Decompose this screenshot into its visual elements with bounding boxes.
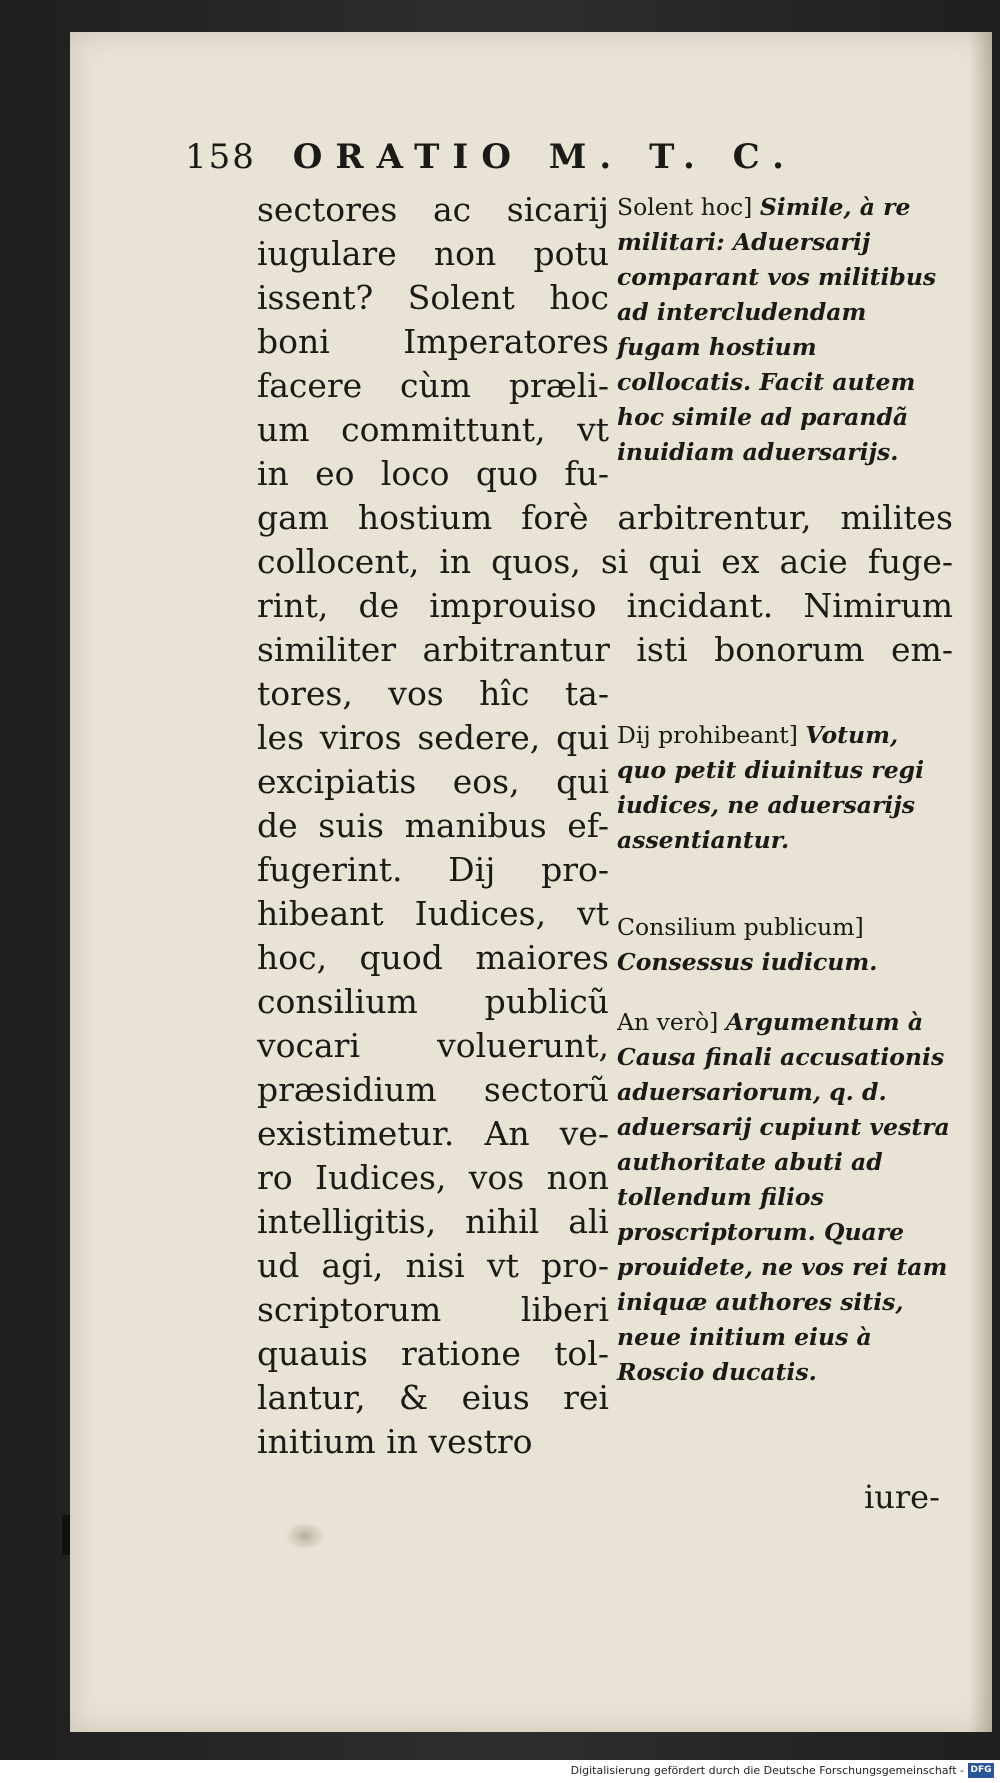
main-text-line: lantur, & eius rei [257, 1378, 609, 1417]
note-gloss: Simile, à re militari: Aduersarij comparant vos militibus ad intercludendam fugam hostium collocatis. Facit autem hoc simile ad parandã inuidiam aduersarijs. [617, 193, 937, 466]
main-text-line: ro Iudices, vos non [257, 1158, 609, 1197]
running-head-title: ORATIO M. T. C. [292, 137, 797, 177]
note-gloss: Argumentum à Causa finali accusationis aduersariorum, q. d. aduersarij cupiunt vestra authoritate abuti ad tollendum filios proscriptorum. Quare prouidete, ne vos rei tam iniquæ authores sitis, neue initium eius à Roscio ducatis. [617, 1008, 950, 1386]
paper-stain [285, 1522, 325, 1550]
note-gloss: Consessus iudicum. [617, 948, 878, 976]
note-lemma: Consilium publicum] [617, 913, 864, 941]
main-text-line: vocari voluerunt, [257, 1026, 609, 1065]
margin-note [617, 1005, 955, 1390]
main-text-line: similiter arbitrantur isti bonorum em- [257, 630, 953, 669]
footer-bar [0, 1760, 1000, 1783]
main-text-line: tores, vos hîc ta- [257, 674, 609, 713]
note-lemma: An verò] [617, 1008, 719, 1036]
main-text-line: les viros sedere, qui [257, 718, 609, 757]
main-text-line: quauis ratione tol- [257, 1334, 609, 1373]
main-text-line: de suis manibus ef- [257, 806, 609, 845]
main-text-line: initium in vestro [257, 1422, 533, 1461]
main-text-line: iugulare non potu [257, 234, 609, 273]
main-text-line: scriptorum liberi [257, 1290, 609, 1329]
note-lemma: Dij prohibeant] [617, 721, 798, 749]
main-text-line: in eo loco quo fu- [257, 454, 609, 493]
main-text-line: rint, de improuiso incidant. Nimirum [257, 586, 953, 625]
note-lemma: Solent hoc] [617, 193, 753, 221]
main-text-line: intelligitis, nihil ali [257, 1202, 609, 1241]
main-text-line: um committunt, vt [257, 410, 609, 449]
main-text-line: hoc, quod maiores [257, 938, 609, 977]
funding-credit: Digitalisierung gefördert durch die Deutsche Forschungsgemeinschaft - [570, 1764, 964, 1777]
dfg-logo-icon: DFG [968, 1763, 994, 1778]
note-gloss: Votum, quo petit diuinitus regi iudices, ne aduersarijs assentiantur. [617, 721, 925, 854]
catchword: iure- [864, 1478, 940, 1516]
main-text-line: sectores ac sicarij [257, 190, 609, 229]
main-text-line: hibeant Iudices, vt [257, 894, 609, 933]
binding-mark [62, 1515, 70, 1555]
main-text-line: gam hostium forè arbitrentur, milites [257, 498, 953, 537]
margin-note [617, 718, 955, 858]
main-text-line: ud agi, nisi vt pro- [257, 1246, 609, 1285]
page-number: 158 [185, 137, 256, 177]
main-text-line: præsidium sectorũ [257, 1070, 609, 1109]
main-text-line: issent? Solent hoc [257, 278, 609, 317]
main-text-line: facere cùm præli- [257, 366, 609, 405]
main-text-line: existimetur. An ve- [257, 1114, 609, 1153]
main-text-line: boni Imperatores [257, 322, 609, 361]
margin-note [617, 910, 955, 980]
main-text-line: collocent, in quos, si qui ex acie fuge- [257, 542, 953, 581]
margin-note [617, 190, 955, 470]
running-head [185, 137, 797, 177]
main-text-line: consilium publicũ [257, 982, 609, 1021]
main-text-line: fugerint. Dij pro- [257, 850, 609, 889]
main-text-line: excipiatis eos, qui [257, 762, 609, 801]
